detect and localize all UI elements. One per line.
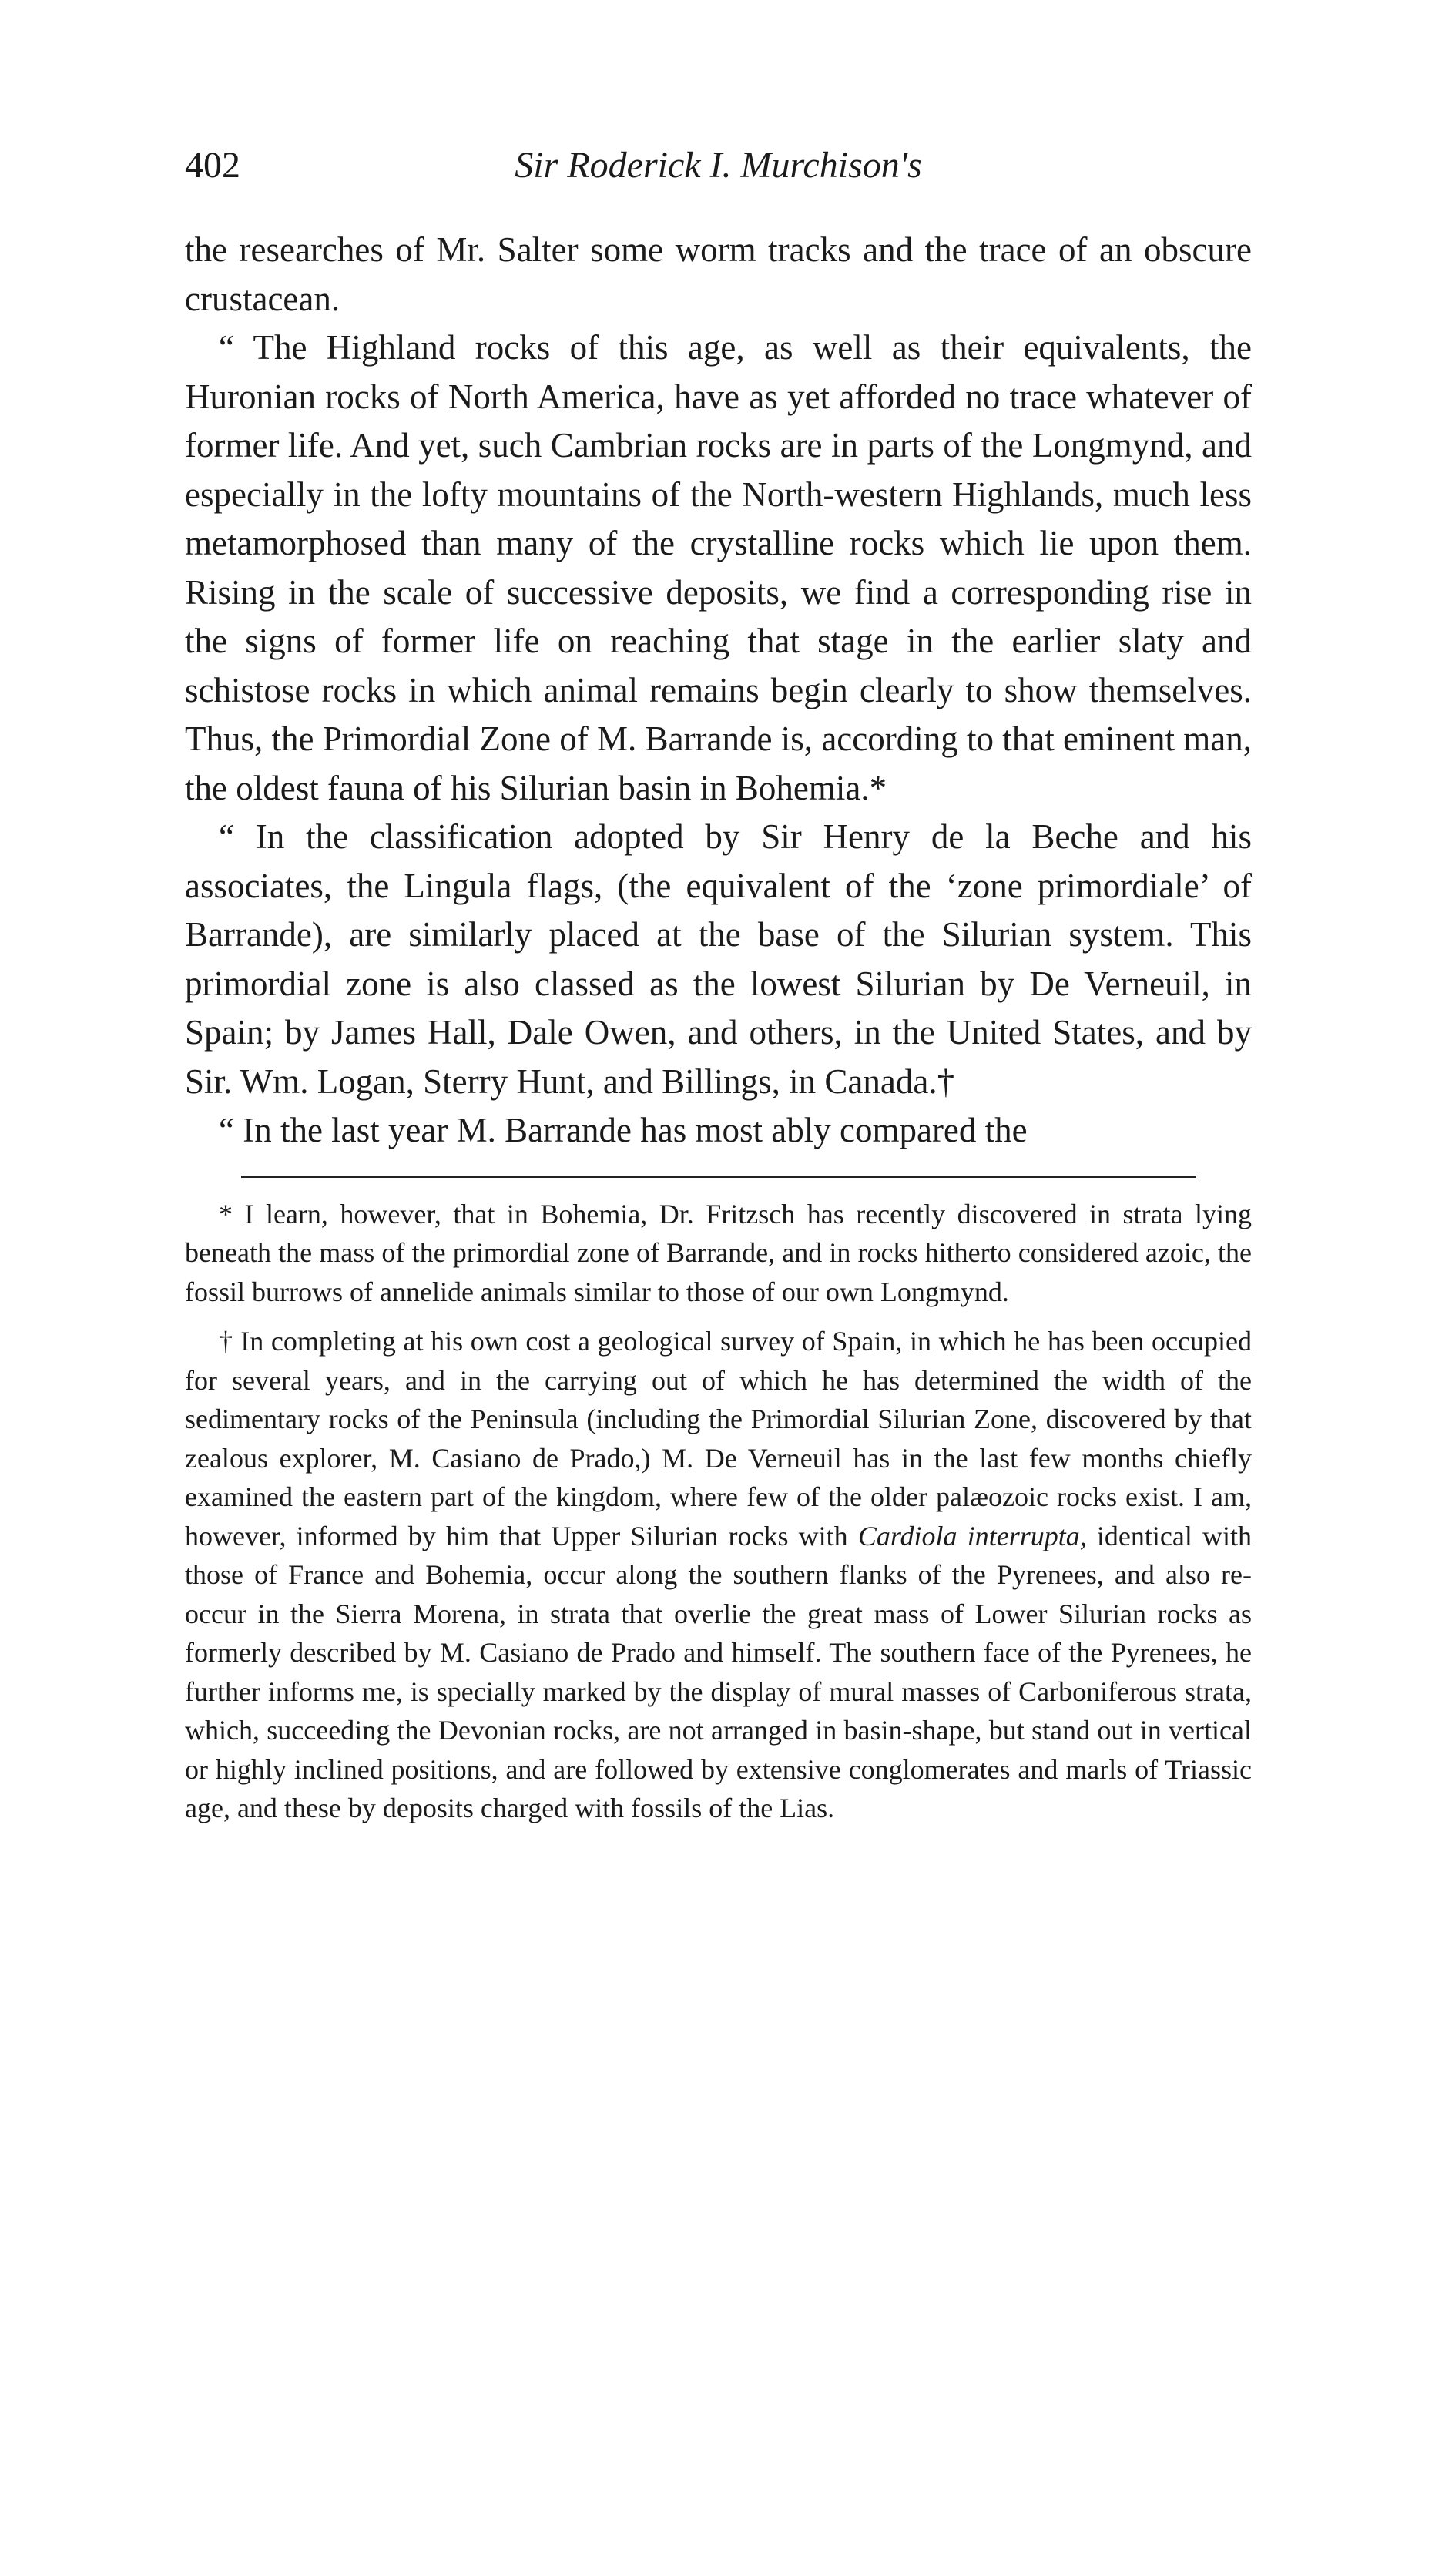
paragraph-1: the researches of Mr. Salter some worm tracks and the trace of an obscure crustacean.: [185, 230, 1252, 318]
footnote-divider: [241, 1176, 1196, 1178]
page-number: 402: [185, 145, 240, 186]
main-text: [185, 226, 1252, 1156]
book-page: [185, 143, 1252, 1828]
footnote-2: [185, 1322, 1252, 1828]
paragraph-2: “ The Highland rocks of this age, as well as their equivalents, the Huronian rocks of North America, have as yet afforded no trace whatever of former life. And yet, such Cambrian rocks are in parts of the Longmynd, and especially in the lofty mountains of the North-western Highlands, much less metamorphosed than many of the crystalline rocks which lie upon them. Rising in the scale of successive deposits, we find a corresponding rise in the signs of former life on reaching that stage in the earlier slaty and schistose rocks in which animal remains begin clearly to show themselves. Thus, the Primordial Zone of M. Barrande is, according to that eminent man, the oldest fauna of his Silurian basin in Bohemia.*: [185, 328, 1252, 807]
footnote-2-species-name: Cardiola interrupta,: [857, 1520, 1087, 1551]
running-head: Sir Roderick I. Murchison's: [515, 145, 922, 186]
page-header: [185, 143, 1252, 196]
footnotes: [185, 1195, 1252, 1828]
footnote-2-text-end: identical with those of France and Bohemia, occur along the southern flanks of the Pyrenees, and also re-occur in the Sierra Morena, in strata that overlie the great mass of Lower Silurian rocks as formerly described by M. Casiano de Prado and himself. The southern face of the Pyrenees, he further informs me, is specially marked by the display of mural masses of Carboniferous strata, which, succeeding the Devonian rocks, are not arranged in basin-shape, but stand out in vertical or highly inclined positions, and are followed by extensive conglomerates and marls of Triassic age, and these by deposits charged with fossils of the Lias.: [185, 1520, 1252, 1823]
paragraph-3: “ In the classification adopted by Sir Henry de la Beche and his associates, the Lingula flags, (the equivalent of the ‘zone primordiale’ of Barrande), are similarly placed at the base of the Silurian system. This primordial zone is also classed as the lowest Silurian by De Verneuil, in Spain; by James Hall, Dale Owen, and others, in the United States, and by Sir. Wm. Logan, Sterry Hunt, and Billings, in Canada.†: [185, 817, 1252, 1101]
footnote-2-text-start: † In completing at his own cost a geological survey of Spain, in which he has been occupied for several years, and in the carrying out of which he has determined the width of the sedimentary rocks of the Peninsula (including the Primordial Silurian Zone, discovered by that zealous explorer, M. Casiano de Prado,) M. De Verneuil has in the last few months chiefly examined the eastern part of the kingdom, where few of the older palæozoic rocks exist. I am, however, informed by him that Upper Silurian rocks with: [185, 1326, 1252, 1551]
paragraph-4: “ In the last year M. Barrande has most ably compared the: [219, 1111, 1028, 1149]
footnote-1: * I learn, however, that in Bohemia, Dr. Fritzsch has recently discovered in strata lying beneath the mass of the primordial zone of Barrande, and in rocks hitherto considered azoic, the fossil burrows of annelide animals similar to those of our own Longmynd.: [185, 1198, 1252, 1307]
